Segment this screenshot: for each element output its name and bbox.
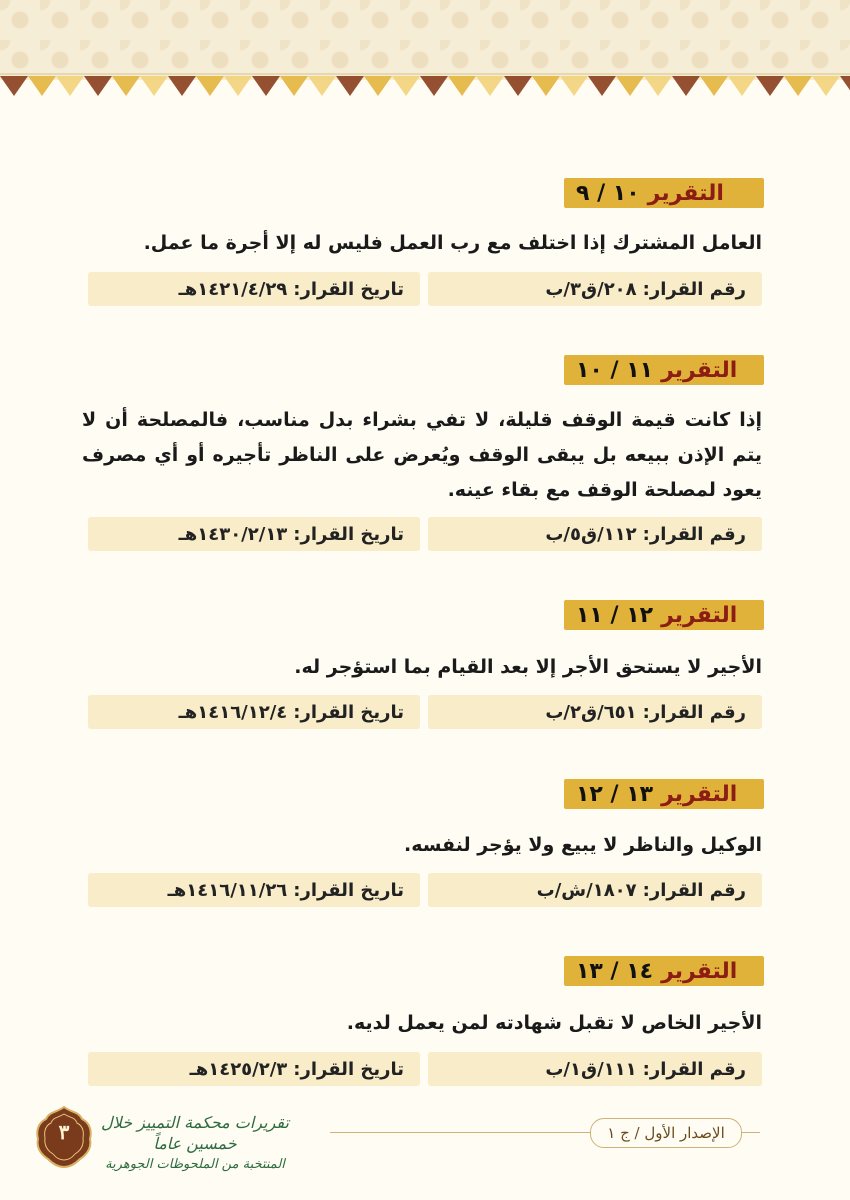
zigzag-triangle: [756, 76, 784, 96]
decision-date-box: [88, 1052, 420, 1086]
report-title-word: التقرير: [661, 602, 738, 628]
zigzag-triangle: [224, 76, 252, 96]
zigzag-triangle: [84, 76, 112, 96]
report-text: العامل المشترك إذا اختلف مع رب العمل فليس له إلا أجرة ما عمل.: [143, 232, 762, 254]
zigzag-triangle: [420, 76, 448, 96]
zigzag-triangle: [644, 76, 672, 96]
page-number: ٣: [58, 1120, 70, 1144]
decision-date-value: ١٤٢١/٤/٢٩هـ: [178, 278, 288, 300]
decision-date-label: تاريخ القرار:: [293, 523, 404, 545]
report-title-word: التقرير: [647, 180, 724, 206]
zigzag-triangle: [504, 76, 532, 96]
zigzag-triangle: [0, 76, 28, 96]
decision-date-box: [88, 272, 420, 306]
zigzag-triangle: [28, 76, 56, 96]
decision-number-box: [428, 1052, 762, 1086]
report-title-word: التقرير: [661, 357, 738, 383]
report-title-number: ١٢ / ١١: [576, 602, 654, 628]
decision-number-value: ١١٢/ق٥/ب: [545, 523, 637, 545]
report-title-bar: [564, 178, 764, 208]
decision-number-box: [428, 873, 762, 907]
decision-date-label: تاريخ القرار:: [293, 1058, 404, 1080]
report-title-bar: [564, 956, 764, 986]
zigzag-triangle: [392, 76, 420, 96]
zigzag-triangle: [56, 76, 84, 96]
decision-number-label: رقم القرار:: [642, 523, 746, 545]
report-text: الأجير لا يستحق الأجر إلا بعد القيام بما استؤجر له.: [294, 656, 762, 678]
decision-number-label: رقم القرار:: [642, 1058, 746, 1080]
footer-brand: [100, 1112, 290, 1172]
zigzag-triangle: [448, 76, 476, 96]
decision-number-label: رقم القرار:: [642, 278, 746, 300]
decision-date-value: ١٤١٦/١٢/٤هـ: [178, 701, 288, 723]
zigzag-triangle: [588, 76, 616, 96]
decision-date-value: ١٤١٦/١١/٢٦هـ: [167, 879, 288, 901]
decision-date-value: ١٤٣٠/٢/١٣هـ: [178, 523, 288, 545]
zigzag-triangle: [140, 76, 168, 96]
decision-number-box: [428, 695, 762, 729]
report-title-number: ١١ / ١٠: [576, 357, 654, 383]
zigzag-triangle: [476, 76, 504, 96]
decision-date-value: ١٤٢٥/٢/٣هـ: [189, 1058, 288, 1080]
report-title-number: ١٠ / ٩: [576, 180, 640, 206]
decision-number-label: رقم القرار:: [642, 879, 746, 901]
zigzag-triangle: [532, 76, 560, 96]
decision-date-label: تاريخ القرار:: [293, 278, 404, 300]
footer-volume-label: الإصدار الأول / ج ١: [590, 1118, 742, 1148]
decision-date-label: تاريخ القرار:: [293, 879, 404, 901]
footer-brand-subtitle: المنتخبة من الملحوظات الجوهرية: [105, 1157, 285, 1172]
zigzag-triangle: [784, 76, 812, 96]
header-zigzag-border: [0, 70, 850, 106]
zigzag-triangle: [364, 76, 392, 96]
zigzag-triangle: [112, 76, 140, 96]
zigzag-triangle: [672, 76, 700, 96]
report-text: الوكيل والناظر لا يبيع ولا يؤجر لنفسه.: [403, 834, 762, 856]
zigzag-triangle: [616, 76, 644, 96]
decision-date-box: [88, 517, 420, 551]
report-text: إذا كانت قيمة الوقف قليلة، لا تفي بشراء بدل مناسب، فالمصلحة أن لا يتم الإذن ببيعه بل يبقى الوقف ويُعرض على الناظر تأجيره أو أي مصرف يعود لمصلحة الوقف مع بقاء عينه.: [82, 409, 762, 501]
header-ornament: [0, 0, 850, 80]
report-title-bar: [564, 779, 764, 809]
decision-number-value: ٦٥١/ق٢/ب: [545, 701, 637, 723]
decision-date-label: تاريخ القرار:: [293, 701, 404, 723]
report-text: الأجير الخاص لا تقبل شهادته لمن يعمل لديه.: [346, 1012, 762, 1034]
zigzag-triangle: [700, 76, 728, 96]
decision-number-box: [428, 272, 762, 306]
zigzag-triangle: [336, 76, 364, 96]
decision-number-value: ٢٠٨/ق٣/ب: [545, 278, 637, 300]
decision-date-box: [88, 695, 420, 729]
report-title-number: ١٣ / ١٢: [576, 781, 654, 807]
decision-date-box: [88, 873, 420, 907]
zigzag-triangle: [812, 76, 840, 96]
decision-number-box: [428, 517, 762, 551]
footer-brand-title: تقريرات محكمة التمييز خلال خمسين عاماً: [101, 1113, 289, 1153]
report-title-word: التقرير: [661, 781, 738, 807]
zigzag-triangle: [728, 76, 756, 96]
zigzag-triangle: [280, 76, 308, 96]
zigzag-triangle: [196, 76, 224, 96]
zigzag-triangle: [308, 76, 336, 96]
decision-number-label: رقم القرار:: [642, 701, 746, 723]
zigzag-triangle: [560, 76, 588, 96]
report-title-number: ١٤ / ١٣: [576, 958, 654, 984]
zigzag-triangle: [840, 76, 850, 96]
decision-number-value: ١١١/ق١/ب: [545, 1058, 637, 1080]
report-title-bar: [564, 355, 764, 385]
report-title-word: التقرير: [661, 958, 738, 984]
zigzag-triangle: [168, 76, 196, 96]
zigzag-triangle: [252, 76, 280, 96]
report-title-bar: [564, 600, 764, 630]
decision-number-value: ١٨٠٧/ش/ب: [536, 879, 637, 901]
